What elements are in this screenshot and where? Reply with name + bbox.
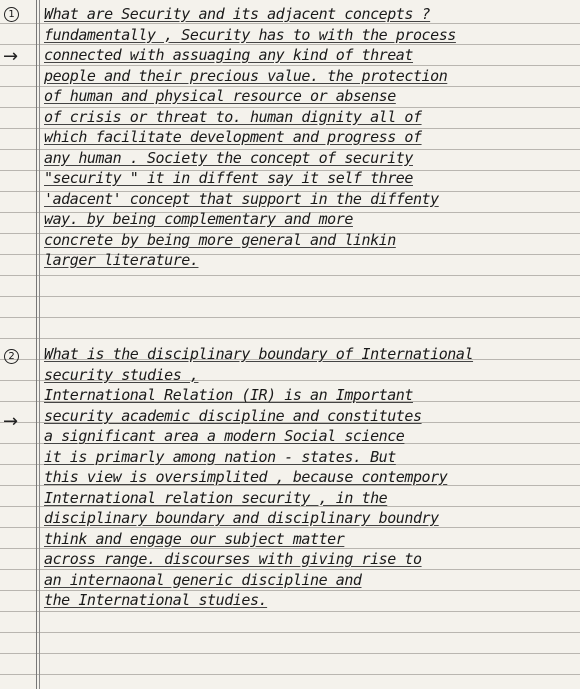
answer-line: think and engage our subject matter [44,529,345,548]
answer-line: concrete by being more general and linkin [44,230,396,249]
answer-line: which facilitate development and progress of [44,128,422,146]
answer-line: larger literature. [44,251,199,269]
question-1-block [44,4,574,271]
answer-line: disciplinary boundary and disciplinary boundry [44,509,439,527]
arrow-right-icon: → [3,46,19,67]
answer-line: of crisis or threat to. human dignity all of [44,107,422,126]
answer-line: a significant area a modern Social science [44,427,405,445]
answer-line: International relation security , in the [44,488,388,507]
question-2-heading: What is the disciplinary boundary of International [44,345,474,363]
arrow-right-icon: → [3,411,19,432]
question-number-1: 1 [4,7,19,22]
answer-line: connected with assuaging any kind of threat [44,46,413,64]
answer-line: people and their precious value. the protection [44,66,448,85]
question-2-block [44,344,574,611]
margin-line-inner [39,0,40,689]
question-number-2: 2 [4,349,19,364]
answer-line: fundamentally , Security has to with the process [44,25,456,44]
answer-line: an internaonal generic discipline and [44,570,362,589]
margin-line [36,0,37,689]
answer-line: way. by being complementary and more [44,210,353,228]
answer-line: across range. discourses with giving rise to [44,550,422,568]
question-1-heading: What are Security and its adjacent concepts ? [44,5,431,23]
answer-line: "security " it in diffent say it self three [44,169,413,187]
answer-line: 'adacent' concept that support in the diffenty [44,189,439,208]
answer-line: it is primarly among nation - states. But [44,447,396,466]
answer-line: any human . Society the concept of security [44,148,413,167]
answer-line: security academic discipline and constitutes [44,406,422,425]
answer-line: International Relation (IR) is an Important [44,386,413,404]
answer-line: of human and physical resource or absense [44,87,396,105]
answer-line: this view is oversimplited , because contempory [44,468,448,486]
answer-line: security studies , [44,365,199,384]
answer-line: the International studies. [44,591,268,609]
